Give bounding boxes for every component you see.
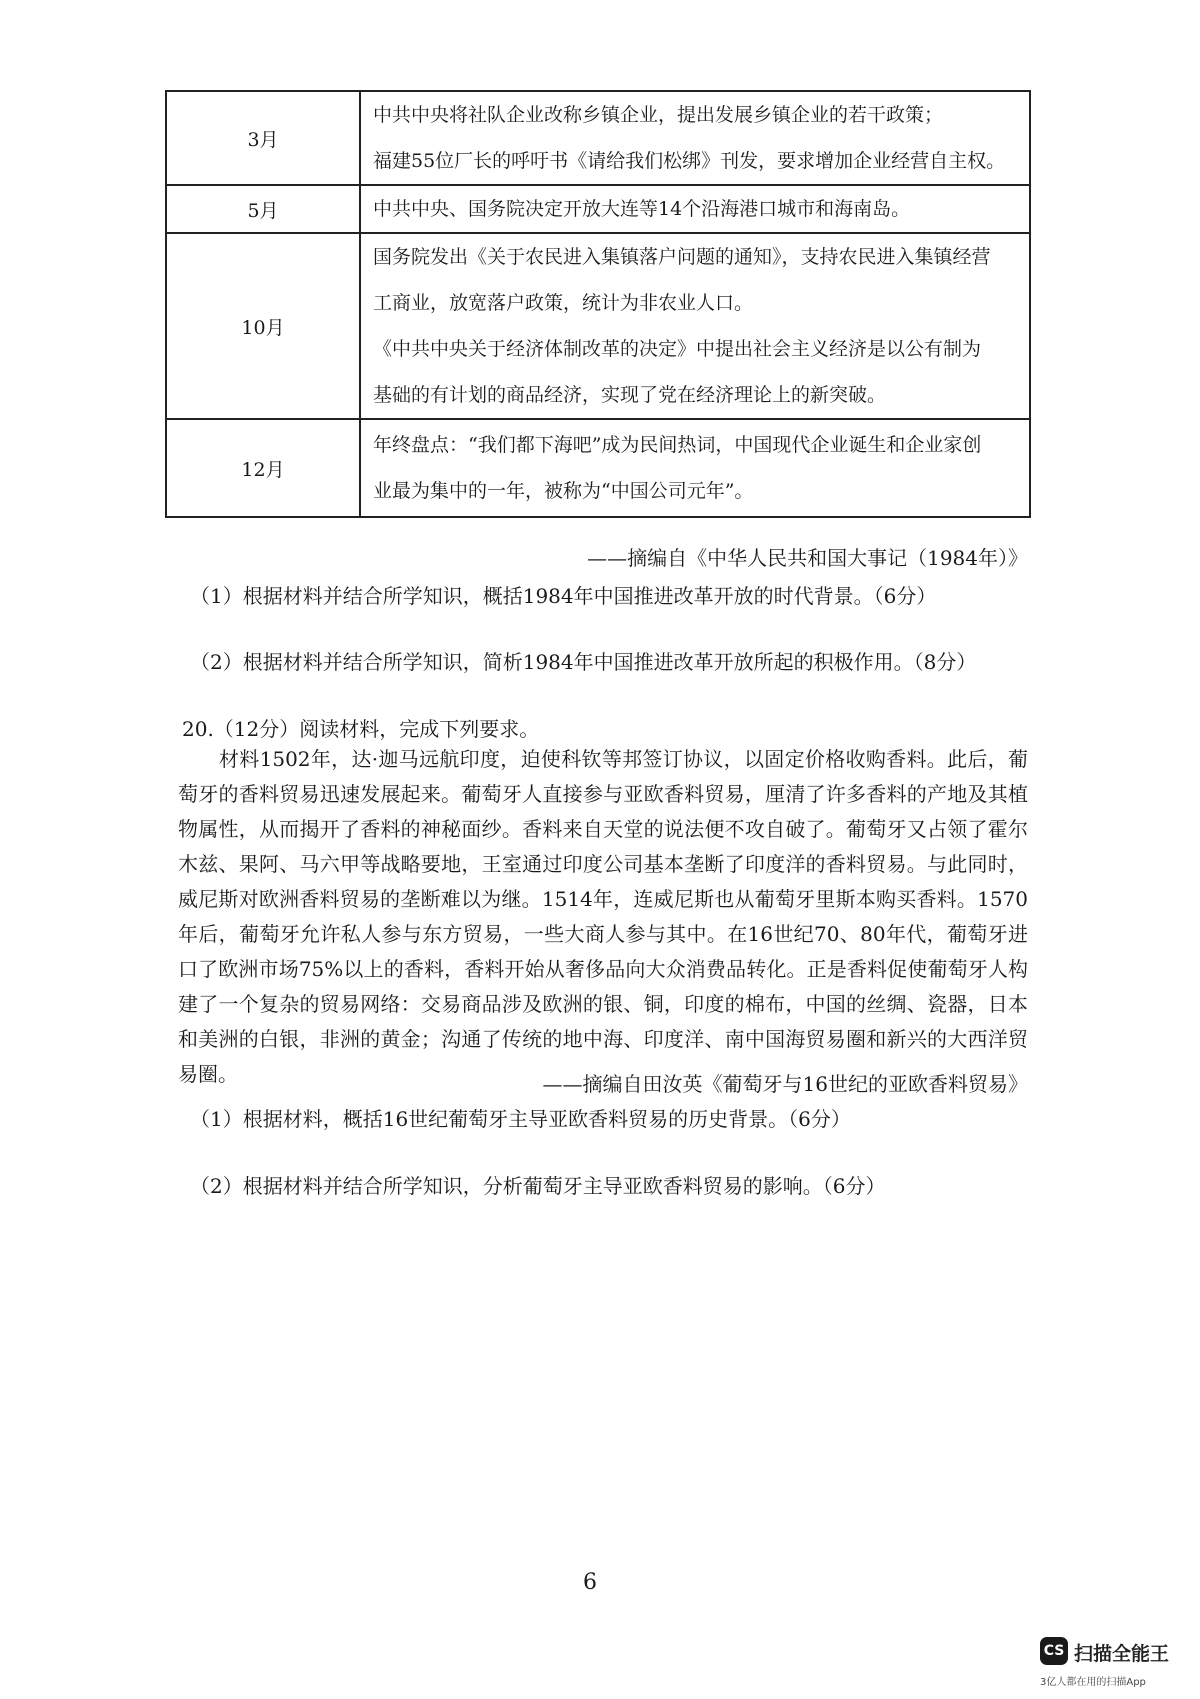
table-row <box>166 185 1030 233</box>
material-source: ——摘编自田汝英《葡萄牙与16世纪的亚欧香料贸易》 <box>542 1072 1028 1096</box>
month-cell: 5月 <box>166 185 360 233</box>
watermark-tagline: 3亿人都在用的扫描App <box>1040 1677 1146 1688</box>
event-text: 基础的有计划的商品经济，实现了党在经济理论上的新突破。 <box>373 384 887 406</box>
page-number: 6 <box>583 1570 597 1595</box>
month-cell: 12月 <box>166 419 360 517</box>
event-cell <box>360 185 1030 233</box>
event-cell <box>360 419 1030 517</box>
event-cell <box>360 91 1030 185</box>
question-20-part-1: （1）根据材料，概括16世纪葡萄牙主导亚欧香料贸易的历史背景。（6分） <box>190 1107 851 1131</box>
month-cell: 10月 <box>166 233 360 419</box>
event-cell <box>360 233 1030 419</box>
question-20-material: 材料1502年，达·迦马远航印度，迫使科钦等邦签订协议，以固定价格收购香料。此后，葡萄牙的香料贸易迅速发展起来。葡萄牙人直接参与亚欧香料贸易，厘清了许多香料的产地及其植物属性，从而揭开了香料的神秘面纱。香料来自天堂的说法便不攻自破了。葡萄牙又占领了霍尔木兹、果阿、马六甲等战略要地，王室通过印度公司基本垄断了印度洋的香料贸易。与此同时，威尼斯对欧洲香料贸易的垄断难以为继。1514年，连威尼斯也从葡萄牙里斯本购买香料。1570年后，葡萄牙允许私人参与东方贸易，一些大商人参与其中。在16世纪70、80年代，葡萄牙进口了欧洲市场75%以上的香料，香料开始从奢侈品向大众消费品转化。正是香料促使葡萄牙人构建了一个复杂的贸易网络：交易商品涉及欧洲的银、铜，印度的棉布，中国的丝绸、瓷器，日本和美洲的白银，非洲的黄金；沟通了传统的地中海、印度洋、南中国海贸易圈和新兴的大西洋贸易圈。 <box>178 747 1028 1086</box>
month-cell: 3月 <box>166 91 360 185</box>
table-row <box>166 419 1030 517</box>
event-text: 福建55位厂长的呼吁书《请给我们松绑》刊发，要求增加企业经营自主权。 <box>373 150 1006 172</box>
event-text: 《中共中央关于经济体制改革的决定》中提出社会主义经济是以公有制为 <box>373 338 982 360</box>
event-text: 中共中央将社队企业改称乡镇企业，提出发展乡镇企业的若干政策； <box>373 104 944 126</box>
question-19-part-2: （2）根据材料并结合所学知识，简析1984年中国推进改革开放所起的积极作用。（8分） <box>190 650 977 674</box>
question-20-title: 20.（12分）阅读材料，完成下列要求。 <box>182 717 540 741</box>
scanner-watermark <box>1040 1637 1185 1693</box>
question-19-part-1: （1）根据材料并结合所学知识，概括1984年中国推进改革开放的时代背景。（6分） <box>190 584 937 608</box>
table-source: ——摘编自《中华人民共和国大事记（1984年）》 <box>587 546 1028 570</box>
table-row <box>166 91 1030 185</box>
question-20-part-2: （2）根据材料并结合所学知识，分析葡萄牙主导亚欧香料贸易的影响。（6分） <box>190 1174 886 1198</box>
camscanner-logo-icon: CS <box>1040 1637 1068 1665</box>
watermark-name: 扫描全能王 <box>1074 1643 1170 1665</box>
table-row <box>166 233 1030 419</box>
event-text: 中共中央、国务院决定开放大连等14个沿海港口城市和海南岛。 <box>373 198 911 220</box>
event-text: 年终盘点：“我们都下海吧”成为民间热词，中国现代企业诞生和企业家创 <box>373 434 982 456</box>
event-text: 业最为集中的一年，被称为“中国公司元年”。 <box>373 480 754 502</box>
event-text: 国务院发出《关于农民进入集镇落户问题的通知》，支持农民进入集镇经营 <box>373 246 991 268</box>
event-text: 工商业，放宽落户政策，统计为非农业人口。 <box>373 292 754 314</box>
events-table <box>165 90 1031 518</box>
